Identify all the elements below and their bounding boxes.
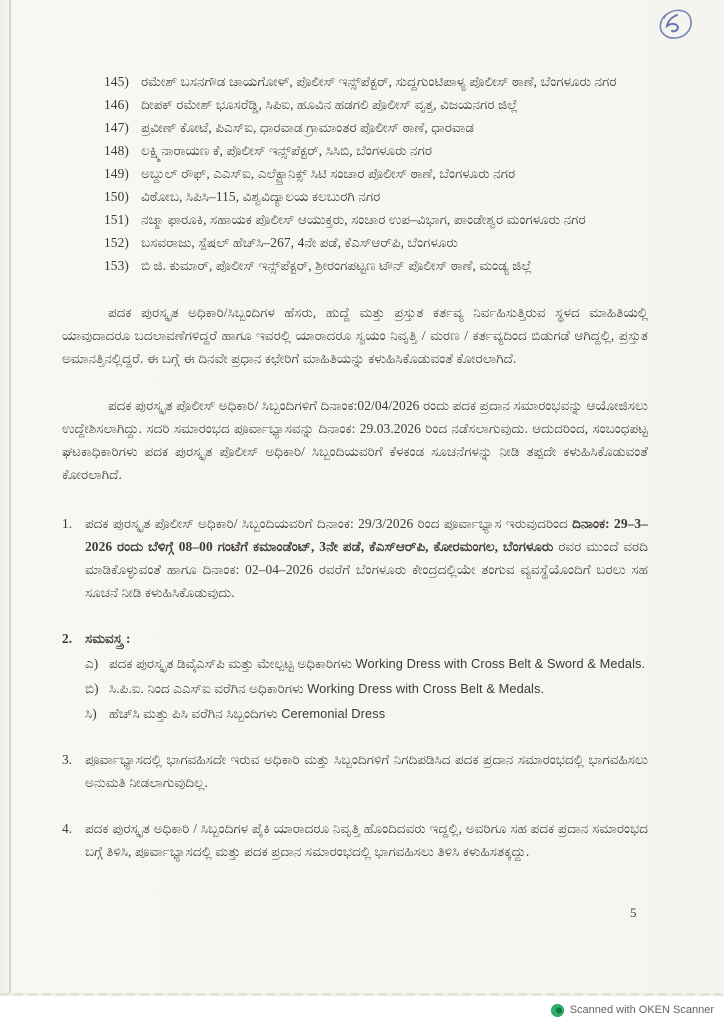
list-item-number: 146) — [104, 97, 129, 112]
list-item-number: 147) — [104, 120, 129, 135]
list-item — [104, 208, 648, 231]
list-item-number: 151) — [104, 212, 129, 227]
uniform-sub-item-a — [85, 652, 648, 675]
list-item-number: 149) — [104, 166, 129, 181]
instruction-item-2 — [62, 627, 648, 725]
sub-item-label: ಸಿ) — [85, 706, 97, 721]
instruction-item-4 — [62, 817, 648, 863]
instruction-number: 2. — [62, 631, 73, 646]
scanner-footer-text: Scanned with OKEN Scanner — [569, 1004, 714, 1016]
list-item — [104, 116, 648, 139]
sub-item-kn: ಹೆಚ್‌ಸಿ ಮತ್ತು ಪಿಸಿ ವರೆಗಿನ ಸಿಬ್ಬಂದಿಗಳು — [109, 706, 282, 721]
sub-item-en: Working Dress with Cross Belt & Medals. — [307, 681, 545, 696]
handwritten-circle-mark — [650, 4, 698, 48]
list-item-number: 153) — [104, 258, 129, 273]
list-item-text: ಅಬ್ದುಲ್ ರೌಫ್, ಎಎಸ್ಐ, ಎಲೆಕ್ಟ್ರಾನಿಕ್ಸ್ ಸಿಟಿ ಸಂಚಾರ ಪೊಲೀಸ್ ಠಾಣೆ, ಬೆಂಗಳೂರು ನಗರ — [141, 166, 516, 181]
list-item-text: ನಜ್ಮಾ ಫಾರೂಕಿ, ಸಹಾಯಕ ಪೊಲೀಸ್ ಆಯುಕ್ತರು, ಸಂಚಾರ ಉಪ–ವಿಭಾಗ, ಪಾಂಡೇಶ್ವರ ಮಂಗಳೂರು ನಗರ — [141, 212, 586, 227]
list-item-number: 150) — [104, 189, 129, 204]
list-item-text: ಬಿ ಜಿ. ಕುಮಾರ್, ಪೊಲೀಸ್ ಇನ್ಸ್‌ಪೆಕ್ಟರ್, ಶ್ರೀರಂಗಪಟ್ಟಣ ಟೌನ್ ಪೊಲೀಸ್ ಠಾಣೆ, ಮಂಡ್ಯ ಜಿಲ್ಲೆ — [141, 258, 533, 273]
list-item — [104, 185, 648, 208]
uniform-sub-item-c — [85, 702, 648, 725]
list-item — [104, 162, 648, 185]
instruction-1-pre: ಪದಕ ಪುರಸ್ಕೃತ ಪೊಲೀಸ್ ಅಧಿಕಾರಿ/ ಸಿಬ್ಬಂದಿಯವರಿಗೆ ದಿನಾಂಕ: 29/3/2026 ರಿಂದ ಪೂರ್ವಾಭ್ಯಾಸ ಇರುವುದರಿಂದ — [85, 516, 573, 531]
list-item-number: 152) — [104, 235, 129, 250]
list-item — [104, 70, 648, 93]
sub-item-kn: ಪದಕ ಪುರಸ್ಕೃತ ಡಿವೈಎಸ್‌ಪಿ ಮತ್ತು ಮೇಲ್ಪಟ್ಟ ಅಧಿಕಾರಿಗಳು — [109, 656, 356, 671]
list-item-text: ಲಕ್ಷ್ಮಿನಾರಾಯಣ ಕೆ, ಪೊಲೀಸ್ ಇನ್ಸ್‌ಪೆಕ್ಟರ್, ಸಿಸಿಬಿ, ಬೆಂಗಳೂರು ನಗರ — [141, 143, 433, 158]
list-item-text: ವಿಠೋಬ, ಸಿಪಿಸಿ–115, ವಿಶ್ವವಿದ್ಯಾಲಯ ಕಲಬುರಗಿ ನಗರ — [141, 189, 381, 204]
list-item-number: 145) — [104, 74, 129, 89]
uniform-sub-item-b — [85, 677, 648, 700]
instruction-text: ಪೂರ್ವಾಭ್ಯಾಸದಲ್ಲಿ ಭಾಗವಹಿಸದೇ ಇರುವ ಅಧಿಕಾರಿ ಮತ್ತು ಸಿಬ್ಬಂದಿಗಳಿಗೆ ನಿಗದಿಪಡಿಸಿದ ಪದಕ ಪ್ರದಾನ ಸಮಾರಂಭದಲ್ಲಿ ಭಾಗವಹಿಸಲು ಅನುಮತಿ ನೀಡಲಾಗುವುದಿಲ್ಲ. — [85, 752, 648, 790]
sub-item-label: ಬಿ) — [85, 681, 99, 696]
list-item — [104, 231, 648, 254]
sub-item-label: ಎ) — [85, 656, 99, 671]
instruction-1-post: ರವರ ಮುಂದೆ ವರದಿ ಮಾಡಿಕೊಳ್ಳುವಂತೆ ಹಾಗೂ ದಿನಾಂಕ: 02–04–2026 ರವರೆಗೆ ಬೆಂಗಳೂರು ಕೇಂದ್ರದಲ್ಲಿಯೇ ತಂಗುವ ವ್ಯವಸ್ಥೆಯೊಂದಿಗೆ ಬರಲು ಸಹ ಸೂಚನೆ ನೀಡಿ ಕಳುಹಿಸಿಕೊಡುವುದು. — [85, 539, 648, 600]
sub-item-kn: ಸಿ.ಪಿ.ಐ. ನಿಂದ ಎಎಸ್‌ಐ ವರೆಗಿನ ಅಧಿಕಾರಿಗಳು — [109, 681, 308, 696]
instruction-list — [62, 512, 648, 863]
list-item-number: 148) — [104, 143, 129, 158]
list-item-text: ಬಸವರಾಜು, ಸ್ಪೆಷಲ್ ಹೆಚ್‌ಸಿ–267, 4ನೇ ಪಡೆ, ಕೆಎಸ್‌ಆರ್‌ಪಿ, ಬೆಂಗಳೂರು — [141, 235, 458, 250]
list-item — [104, 139, 648, 162]
sub-item-en: Working Dress with Cross Belt & Sword & Medals. — [355, 656, 646, 671]
instruction-text: ಪದಕ ಪುರಸ್ಕೃತ ಅಧಿಕಾರಿ / ಸಿಬ್ಬಂದಿಗಳ ಪೈಕಿ ಯಾರಾದರೂ ನಿವೃತ್ತಿ ಹೊಂದಿದವರು ಇದ್ದಲ್ಲಿ, ಅವರಿಗೂ ಸಹ ಪದಕ ಪ್ರದಾನ ಸಮಾರಂಭದ ಬಗ್ಗೆ ತಿಳಿಸಿ, ಪೂರ್ವಾಭ್ಯಾಸದಲ್ಲಿ ಮತ್ತು ಪದಕ ಪ್ರದಾನ ಸಮಾರಂಭದಲ್ಲಿ ಭಾಗವಹಿಸಲು ತಿಳಿಸಿ ಕಳುಹಿಸತಕ್ಕದ್ದು. — [85, 821, 649, 859]
list-item-text: ಪ್ರವೀಣ್ ಕೋಟೆ, ಪಿಎಸ್ಐ, ಧಾರವಾಡ ಗ್ರಾಮಾಂತರ ಪೊಲೀಸ್ ಠಾಣೆ, ಧಾರವಾಡ — [141, 120, 474, 135]
scanner-footer — [0, 996, 724, 1024]
document-body — [62, 70, 648, 863]
instruction-number: 3. — [62, 752, 73, 767]
sub-item-en: Ceremonial Dress — [281, 706, 386, 721]
instruction-number: 1. — [62, 516, 73, 531]
instruction-item-3 — [62, 748, 648, 794]
list-item — [104, 93, 648, 116]
list-item-text: ದೀಪಕ್ ರಮೇಶ್ ಭೂಸರೆಡ್ಡಿ, ಸಿಪಿಐ, ಹೂವಿನ ಹಡಗಲಿ ಪೊಲೀಸ್ ವೃತ್ತ, ವಿಜಯನಗರ ಜಿಲ್ಲೆ — [141, 97, 518, 112]
list-item-text: ರಮೇಶ್ ಬಸನಗೌಡ ಚಾಯಗೋಳ್, ಪೊಲೀಸ್ ಇನ್ಸ್‌ಪೆಕ್ಟರ್, ಸುದ್ದಗುಂಟಿಪಾಳ್ಯ ಪೊಲೀಸ್ ಠಾಣೆ, ಬೆಂಗಳೂರು ನಗರ — [141, 74, 617, 89]
uniform-sub-items — [85, 652, 648, 725]
page-number: 5 — [630, 905, 637, 920]
instruction-number: 4. — [62, 821, 73, 836]
oken-scanner-icon — [551, 1004, 564, 1017]
instruction-item-1 — [62, 512, 648, 604]
recipient-list — [104, 70, 648, 277]
instruction-1-bold: ದಿನಾಂಕ: 29–3–2026 ರಂದು ಬೆಳಿಗ್ಗೆ 08–00 ಗಂಟೆಗೆ ಕಮಾಂಡೆಂಟ್, 3ನೇ ಪಡೆ, ಕೆಎಸ್‌ಆರ್‌ಪಿ, ಕೋರಮಂಗಲ, ಬೆಂಗಳೂರು — [85, 516, 648, 554]
paragraph-ceremony-schedule: ಪದಕ ಪುರಸ್ಕೃತ ಪೊಲೀಸ್ ಅಧಿಕಾರಿ/ ಸಿಬ್ಬಂದಿಗಳಿಗೆ ದಿನಾಂಕ:02/04/2026 ರಂದು ಪದಕ ಪ್ರದಾನ ಸಮಾರಂಭವನ್ನು ಆಯೋಜಿಸಲು ಉದ್ದೇಶಿಸಲಾಗಿದ್ದು. ಸದರಿ ಸಮಾರಂಭದ ಪೂರ್ವಾಭ್ಯಾಸವನ್ನು ದಿನಾಂಕ: 29.03.2026 ರಿಂದ ನಡೆಸಲಾಗುವುದು. ಆದುದರಿಂದ, ಸಂಬಂಧಪಟ್ಟ ಘಟಕಾಧಿಕಾರಿಗಳು ಪದಕ ಪುರಸ್ಕೃತ ಪೊಲೀಸ್ ಅಧಿಕಾರಿ/ ಸಿಬ್ಬಂದಿಯವರಿಗೆ ಕೆಳಕಂಡ ಸೂಚನೆಗಳನ್ನು ನೀಡಿ ತಪ್ಪದೇ ಕಳುಹಿಸಿಕೊಡುವಂತೆ ಕೋರಲಾಗಿದೆ. — [62, 398, 648, 482]
list-item — [104, 254, 648, 277]
paragraph-change-info: ಪದಕ ಪುರಸ್ಕೃತ ಅಧಿಕಾರಿ/ಸಿಬ್ಬಂದಿಗಳ ಹೆಸರು, ಹುದ್ದೆ ಮತ್ತು ಪ್ರಸ್ತುತ ಕರ್ತವ್ಯ ನಿರ್ವಹಿಸುತ್ತಿರುವ ಸ್ಥಳದ ಮಾಹಿತಿಯಲ್ಲಿ ಯಾವುದಾದರೂ ಬದಲಾವಣೆಗಳಿದ್ದರೆ ಹಾಗೂ ಇವರಲ್ಲಿ ಯಾರಾದರೂ ಸ್ವಯಂ ನಿವೃತ್ತಿ / ಮರಣ / ಕರ್ತವ್ಯದಿಂದ ಬಿಡುಗಡೆ ಆಗಿದ್ದಲ್ಲಿ, ಪ್ರಸ್ತುತ ಅಮಾನತ್ತಿನಲ್ಲಿದ್ದರೆ. ಈ ಬಗ್ಗೆ ಈ ದಿನವೇ ಪ್ರಧಾನ ಕಛೇರಿಗೆ ಮಾಹಿತಿಯನ್ನು ಕಳುಹಿಸಿಕೊಡುವಂತೆ ಕೋರಲಾಗಿದೆ. — [62, 305, 648, 366]
instruction-text — [85, 512, 648, 604]
uniform-heading: ಸಮವಸ್ತ್ರ : — [85, 631, 131, 646]
